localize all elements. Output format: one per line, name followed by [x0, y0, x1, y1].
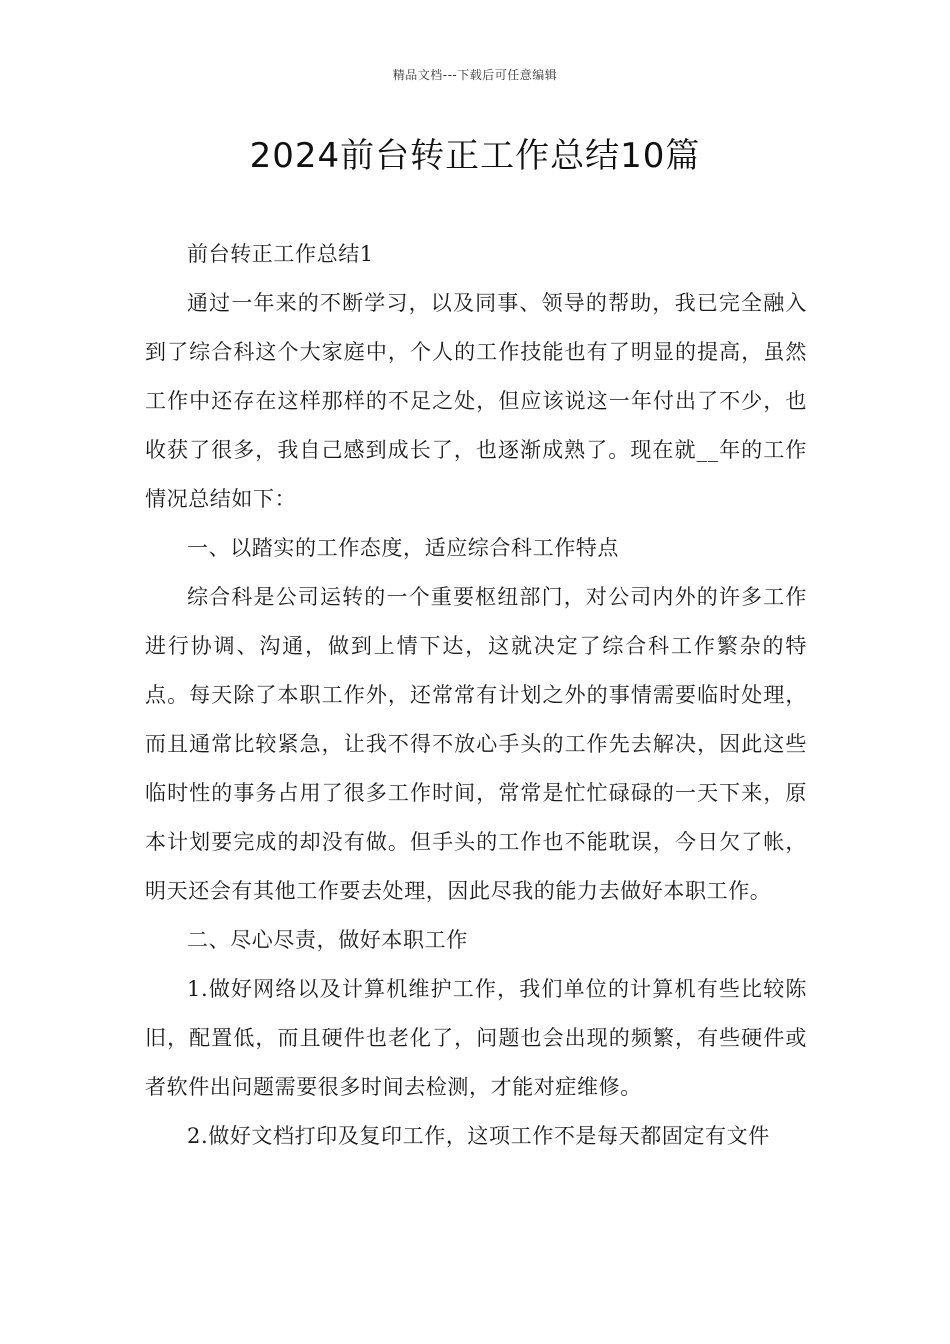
paragraph-department: 综合科是公司运转的一个重要枢纽部门，对公司内外的许多工作进行协调、沟通，做到上情下达，这就决定了综合科工作繁杂的特点。每天除了本职工作外，还常常有计划之外的事情需要临时处理，而且通常比较紧急，让我不得不放心手头的工作先去解决，因此这些临时性的事务占用了很多工作时间，常常是忙忙碌碌的一天下来，原本计划要完成的却没有做。但手头的工作也不能耽误，今日欠了帐，明天还会有其他工作要去处理，因此尽我的能力去做好本职工作。 [145, 585, 807, 903]
document-body [145, 230, 807, 1161]
header-note: 精品文档---下载后可任意编辑 [392, 68, 558, 82]
section-heading-1: 前台转正工作总结1 [187, 242, 374, 266]
paragraph-intro: 通过一年来的不断学习，以及同事、领导的帮助，我已完全融入到了综合科这个大家庭中，个人的工作技能也有了明显的提高，虽然工作中还存在这样那样的不足之处，但应该说这一年付出了不少，也收获了很多，我自己感到成长了，也逐渐成熟了。现在就__年的工作情况总结如下： [145, 291, 807, 511]
subheading-two: 二、尽心尽责，做好本职工作 [187, 928, 468, 952]
paragraph-item-1: 1.做好网络以及计算机维护工作，我们单位的计算机有些比较陈旧，配置低，而且硬件也老化了，问题也会出现的频繁，有些硬件或者软件出问题需要很多时间去检测，才能对症维修。 [145, 977, 807, 1099]
document-title: 2024前台转正工作总结10篇 [249, 136, 701, 176]
paragraph-item-2: 2.做好文档打印及复印工作，这项工作不是每天都固定有文件 [187, 1124, 770, 1148]
subheading-one: 一、以踏实的工作态度，适应综合科工作特点 [187, 536, 619, 560]
